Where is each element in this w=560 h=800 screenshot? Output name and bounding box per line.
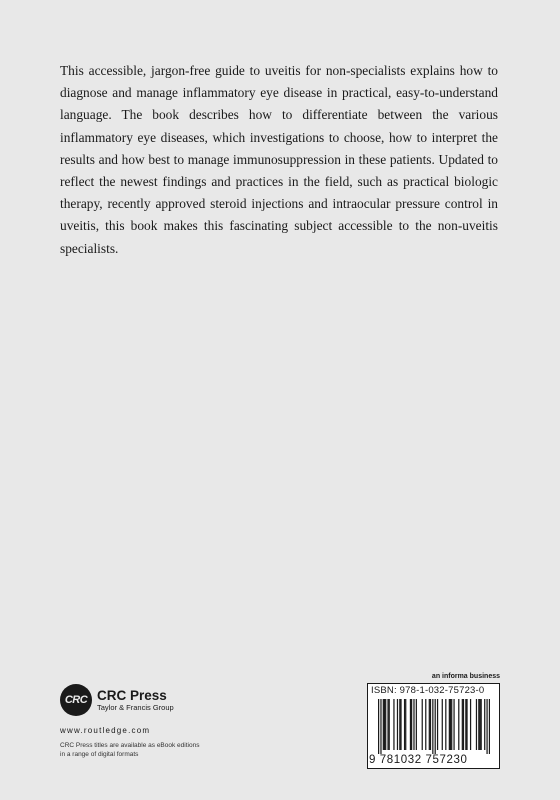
barcode-bar xyxy=(435,699,436,754)
barcode-bar xyxy=(429,699,430,750)
barcode-bar xyxy=(411,699,412,750)
barcode-bar xyxy=(442,699,443,750)
barcode-bar xyxy=(387,699,388,750)
barcode-digits: 9 781032 757230 xyxy=(369,754,468,766)
barcode-bar xyxy=(437,699,438,750)
ebook-note-line-1: CRC Press titles are available as eBook editions xyxy=(60,742,200,749)
crc-logo-icon: CRC xyxy=(60,684,92,716)
barcode-bar xyxy=(479,699,480,750)
barcode-bar xyxy=(430,699,431,750)
barcode-bar xyxy=(451,699,452,750)
publisher-name: CRC Press xyxy=(97,687,167,703)
barcode-bar xyxy=(462,699,463,750)
barcode-bar xyxy=(486,699,487,754)
barcode-bar xyxy=(404,699,405,750)
barcode-bar xyxy=(380,699,381,754)
barcode-bars xyxy=(378,699,490,754)
barcode-bar xyxy=(470,699,471,750)
barcode-bar xyxy=(484,699,485,750)
barcode-bar xyxy=(450,699,451,750)
barcode-bar xyxy=(384,699,385,750)
ebook-note-line-2: in a range of digital formats xyxy=(60,751,139,758)
publisher-logo xyxy=(60,684,260,716)
barcode-bar xyxy=(397,699,398,750)
barcode-bar xyxy=(413,699,414,750)
barcode-bar xyxy=(422,699,423,750)
isbn-label: ISBN: 978-1-032-75723-0 xyxy=(371,685,485,696)
barcode-bar xyxy=(463,699,464,750)
barcode-bar xyxy=(445,699,446,750)
barcode-bar xyxy=(476,699,477,750)
publisher-name-block xyxy=(97,688,174,713)
barcode-bar xyxy=(416,699,417,750)
publisher-logo-block xyxy=(60,684,260,759)
barcode-bar xyxy=(478,699,479,750)
barcode-bar xyxy=(465,699,466,750)
publisher-website: www.routledge.com xyxy=(60,726,151,735)
barcode-bar xyxy=(399,699,400,750)
informa-business-label: an informa business xyxy=(431,673,500,680)
barcode-bar xyxy=(405,699,406,750)
barcode-bar xyxy=(481,699,482,750)
back-cover-blurb: This accessible, jargon-free guide to uveitis for non-specialists explains how to diagnose and manage inflammatory eye disease in practical, easy-to-understand language. The book describes how to differentiate between the various inflammatory eye diseases, which investigations to choose, how to interpret the results and how best to manage immunosuppression in these patients. Updated to reflect the newest findings and practices in the field, such as practical biologic therapy, recently approved steroid injections and intraocular pressure control in uveitis, this book makes this fascinating subject accessible to the non-uveitis specialists. xyxy=(60,63,498,256)
ebook-note xyxy=(60,741,260,759)
barcode-bar xyxy=(383,699,384,750)
barcode-bar xyxy=(453,699,454,750)
barcode-bar xyxy=(466,699,467,750)
barcode-bar xyxy=(425,699,426,750)
barcode-bar xyxy=(410,699,411,750)
isbn-barcode xyxy=(367,683,500,769)
barcode-bar xyxy=(489,699,490,754)
barcode-bar xyxy=(389,699,390,750)
publisher-group: Taylor & Francis Group xyxy=(97,702,174,712)
barcode-bar xyxy=(385,699,386,750)
barcode-bar xyxy=(378,699,379,754)
barcode-bar xyxy=(400,699,401,750)
barcode-bar xyxy=(393,699,394,750)
barcode-bar xyxy=(449,699,450,750)
barcode-bar xyxy=(458,699,459,750)
barcode-bar xyxy=(432,699,433,754)
